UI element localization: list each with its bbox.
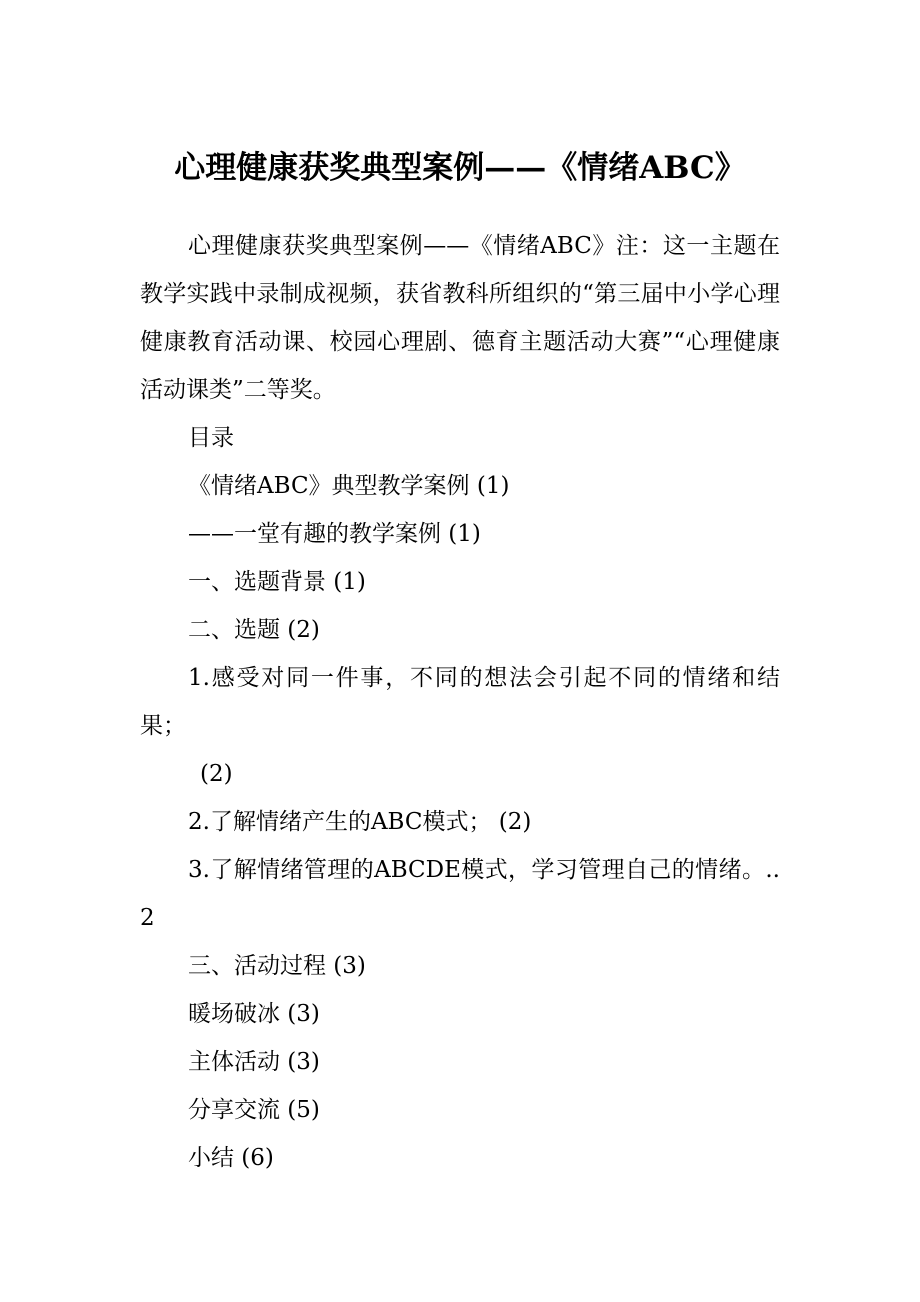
toc-entry: 2.了解情绪产生的ABC模式； (2) <box>188 809 532 835</box>
toc-entry: 主体活动 (3) <box>188 1049 320 1075</box>
document-body <box>140 222 780 1182</box>
toc-entry: 暖场破冰 (3) <box>188 1001 320 1027</box>
toc-entry: 小结 (6) <box>188 1145 274 1171</box>
toc-entry: 3.了解情绪管理的ABCDE模式，学习管理自己的情绪。.. 2 <box>140 857 780 931</box>
toc-entry: 分享交流 (5) <box>188 1097 320 1123</box>
toc-entry: ——一堂有趣的教学案例 (1) <box>188 521 481 547</box>
toc-entry: 1.感受对同一件事，不同的想法会引起不同的情绪和结果； <box>140 665 780 739</box>
toc-heading: 目录 <box>188 425 234 451</box>
toc-entry: 二、选题 (2) <box>188 617 320 643</box>
toc-entry: (2) <box>200 761 233 787</box>
toc-entry: 《情绪ABC》典型教学案例 (1) <box>188 473 510 499</box>
intro-paragraph: 心理健康获奖典型案例——《情绪ABC》注：这一主题在教学实践中录制成视频，获省教科所组织的“第三届中小学心理健康教育活动课、校园心理剧、德育主题活动大赛”“心理健康活动课类”二等奖。 <box>140 233 780 403</box>
document-title: 心理健康获奖典型案例——《情绪ABC》 <box>174 150 746 186</box>
toc-entry: 一、选题背景 (1) <box>188 569 366 595</box>
toc-entry: 三、活动过程 (3) <box>188 953 366 979</box>
